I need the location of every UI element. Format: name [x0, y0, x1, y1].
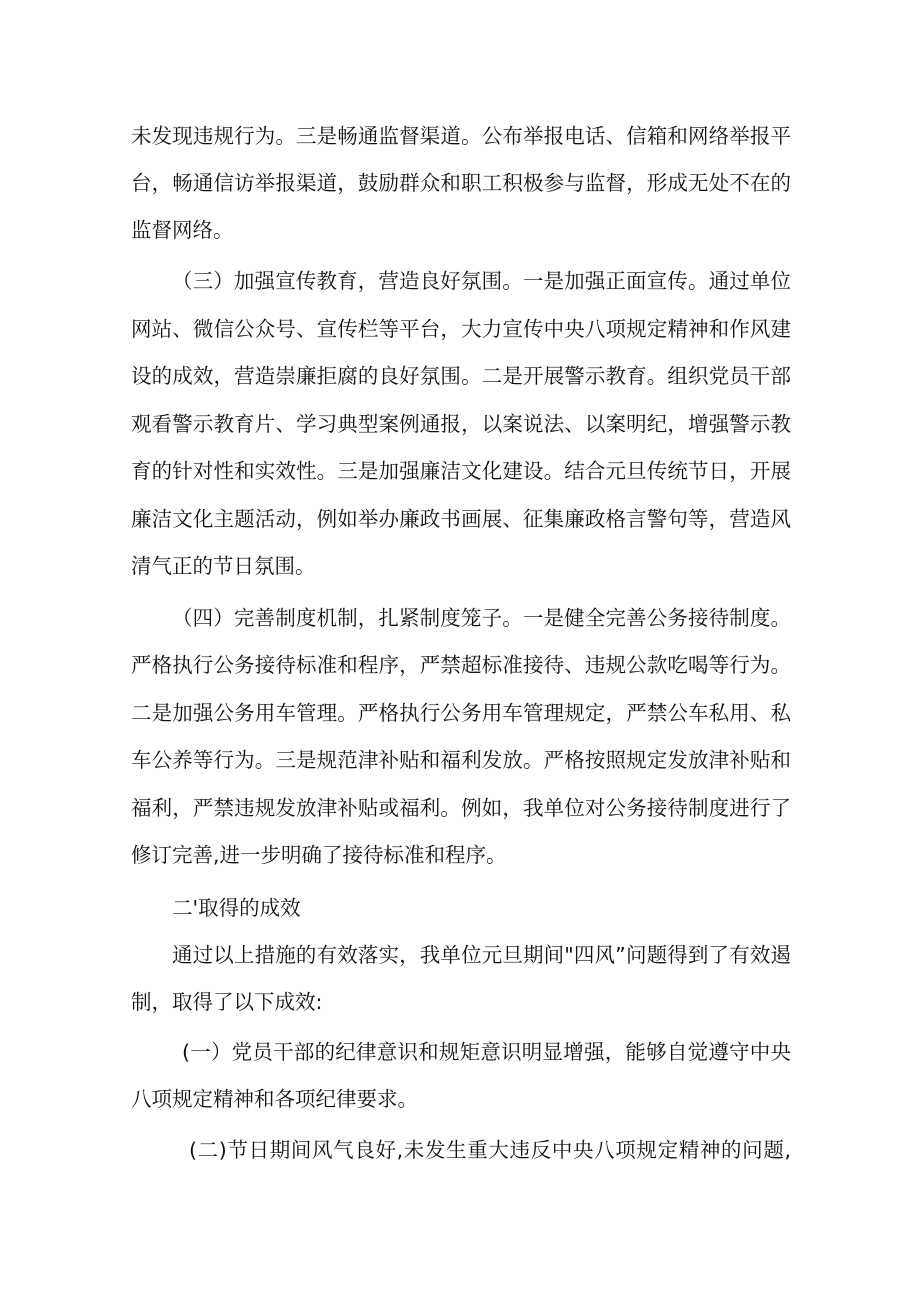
- section-heading-line: （四）完善制度机制，扎紧制度笼子。一是健全完善公务接待制度。: [172, 606, 791, 630]
- text-line: 严格执行公务接待标准和程序，严禁超标准接待、违规公款吃喝等行为。: [131, 653, 791, 677]
- text-line: 八项规定精神和各项纪律要求。: [131, 1087, 418, 1111]
- text-line: 通过以上措施的有效落实，我单位元旦期间"四风”问题得到了有效遏: [172, 943, 791, 967]
- text-line: 设的成效，营造崇廉拒腐的良好氛围。二是开展警示教育。组织党员干部: [131, 364, 791, 388]
- text-line: 观看警示教育片、学习典型案例通报，以案说法、以案明纪，增强警示教: [131, 412, 791, 436]
- text-line: 修订完善,进一步明确了接待标准和程序。: [131, 843, 507, 867]
- text-line: 台，畅通信访举报渠道，鼓励群众和职工积极参与监督，形成无处不在的: [131, 171, 791, 195]
- text-line: 车公养等行为。三是规范津补贴和福利发放。严格按照规定发放津补贴和: [131, 748, 791, 772]
- text-line: 监督网络。: [131, 218, 234, 242]
- text-line: 二是加强公务用车管理。严格执行公务用车管理规定，严禁公车私用、私: [131, 701, 791, 725]
- text-line: 清气正的节日氛围。: [131, 554, 316, 578]
- text-line: 未发现违规行为。三是畅通监督渠道。公布举报电话、信箱和网络举报平: [131, 124, 791, 148]
- list-item-line: (二)节日期间风气良好,未发生重大违反中央八项规定精神的问题,: [189, 1138, 791, 1162]
- list-item-line: (一）党员干部的纪律意识和规矩意识明显增强，能够自觉遵守中央: [182, 1040, 791, 1064]
- section-title: 二'取得的成效: [172, 896, 301, 920]
- text-line: 网站、微信公众号、宣传栏等平台，大力宣传中央八项规定精神和作风建: [131, 317, 791, 341]
- text-line: 福利，严禁违规发放津补贴或福利。例如，我单位对公务接待制度进行了: [131, 796, 791, 820]
- text-line: 制，取得了以下成效:: [131, 990, 323, 1014]
- section-heading-line: （三）加强宣传教育，营造良好氛围。一是加强正面宣传。通过单位: [172, 269, 791, 293]
- text-line: 育的针对性和实效性。三是加强廉洁文化建设。结合元旦传统节日，开展: [131, 459, 791, 483]
- text-line: 廉洁文化主题活动，例如举办廉政书画展、征集廉政格言警句等，营造风: [131, 507, 791, 531]
